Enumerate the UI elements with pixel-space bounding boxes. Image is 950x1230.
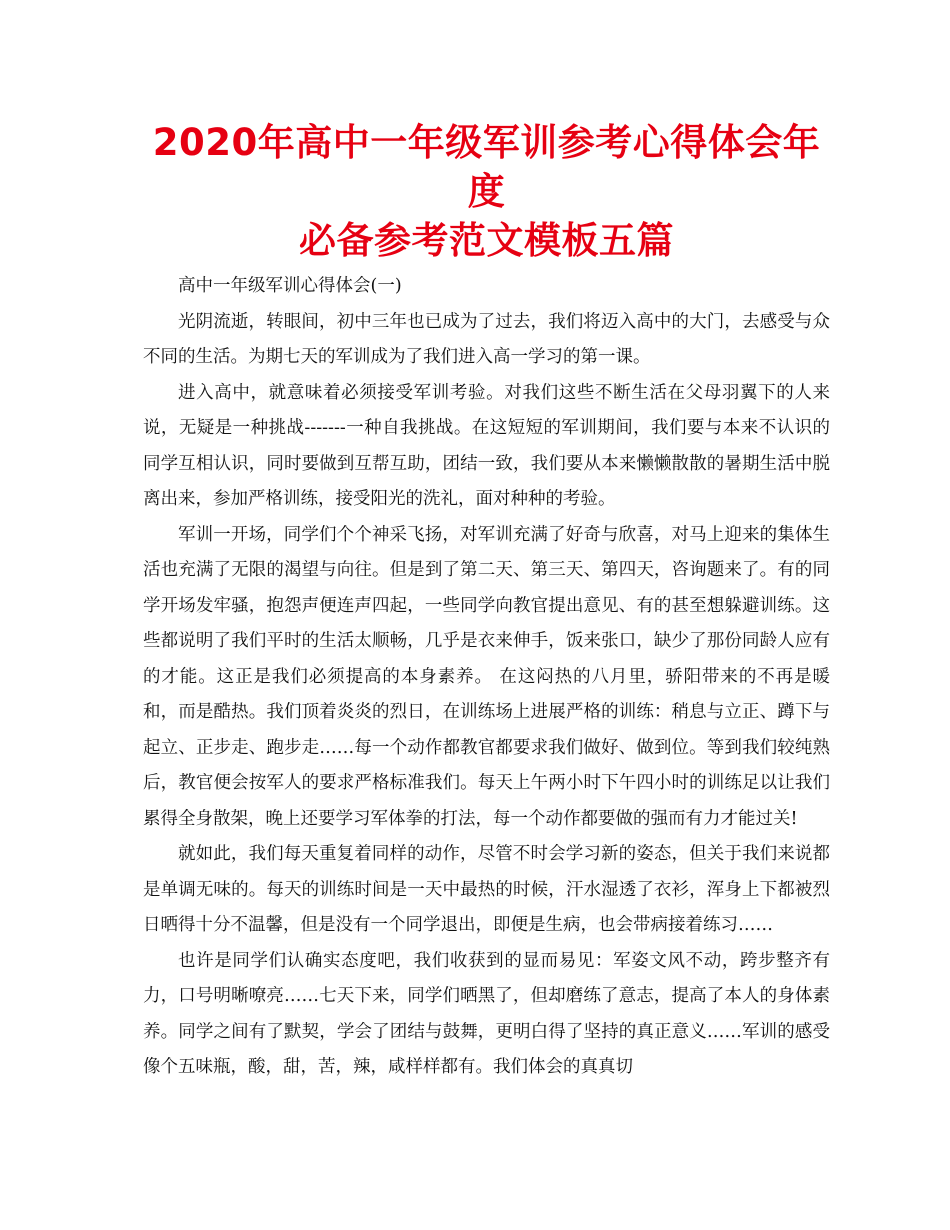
paragraph: 进入高中，就意味着必须接受军训考验。对我们这些不断生活在父母羽翼下的人来说，无疑是一种挑战-------一种自我挑战。在这短短的军训期间，我们要与本来不认识的同学互相认识，同时要做到互帮互助，团结一致，我们要从本来懒懒散散的暑期生活中脱离出来，参加严格训练，接受阳光的洗礼，面对种种的考验。	[143, 382, 830, 509]
paragraph: 光阴流逝，转眼间，初中三年也已成为了过去，我们将迈入高中的大门，去感受与众不同的生活。为期七天的军训成为了我们进入高一学习的第一课。	[143, 311, 830, 367]
paragraph: 也许是同学们认确实态度吧，我们收获到的显而易见：军姿文风不动，跨步整齐有力，口号明晰嘹亮……七天下来，同学们晒黑了，但却磨练了意志，提高了本人的身体素养。同学之间有了默契，学会了团结与鼓舞，更明白得了坚持的真正意义……军训的感受像个五味瓶，酸，甜，苦，辣，咸样样都有。我们体会的真真切	[143, 950, 830, 1077]
document-title	[143, 118, 830, 265]
section-heading: 高中一年级军训心得体会(一)	[178, 276, 402, 296]
title-line-1: 2020年高中一年级军训参考心得体会年度	[152, 121, 821, 213]
paragraph: 军训一开场，同学们个个神采飞扬，对军训充满了好奇与欣喜，对马上迎来的集体生活也充满了无限的渴望与向往。但是到了第二天、第三天、第四天，咨询题来了。有的同学开场发牢骚，抱怨声便连声四起，一些同学向教官提出意见、有的甚至想躲避训练。这些都说明了我们平时的生活太顺畅，几乎是衣来伸手，饭来张口，缺少了那份同龄人应有的才能。这正是我们必须提高的本身素养。 在这闷热的八月里，骄阳带来的不再是暖和，而是酷热。我们顶着炎炎的烈日，在训练场上进展严格的训练：稍息与立正、蹲下与起立、正步走、跑步走……每一个动作都教官都要求我们做好、做到位。等到我们较纯熟后，教官便会按军人的要求严格标准我们。每天上午两小时下午四小时的训练足以让我们累得全身散架，晚上还要学习军体拳的打法，每一个动作都要做的强而有力才能过关!	[143, 524, 830, 829]
document-body	[143, 269, 830, 1086]
paragraph: 就如此，我们每天重复着同样的动作，尽管不时会学习新的姿态，但关于我们来说都是单调无味的。每天的训练时间是一天中最热的时候，汗水湿透了衣衫，浑身上下都被烈日晒得十分不温馨，但是没有一个同学退出，即便是生病，也会带病接着练习……	[143, 844, 830, 935]
title-line-2: 必备参考范文模板五篇	[299, 219, 674, 262]
